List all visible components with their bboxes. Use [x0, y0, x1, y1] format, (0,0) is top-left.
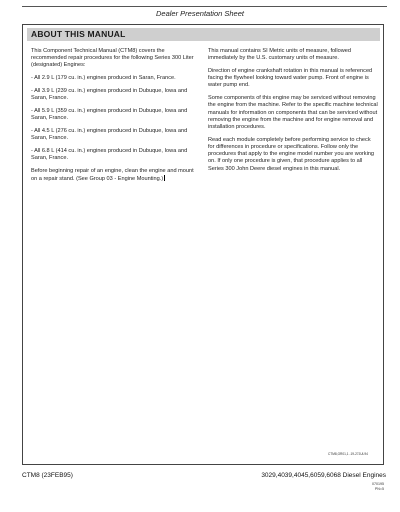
right-column: [208, 48, 378, 178]
footer-page-number: PN=5: [374, 486, 384, 491]
paragraph: Direction of engine crankshaft rotation in this manual is referenced facing the flywheel looking toward water pump. Front of engine is water pump end.: [208, 68, 373, 89]
paragraph: Some components of this engine may be serviced without removing the engine from the machine. Refer to the specific machine technical manuals for information on components that can be serviced without removing the engine from the machine and for engine removal and installation procedures.: [208, 95, 378, 131]
section-title: ABOUT THIS MANUAL: [31, 29, 126, 39]
left-column: [31, 48, 201, 189]
list-item: - All 6.8 L (414 cu. in.) engines produced in Dubuque, Iowa and Saran, France.: [31, 148, 188, 162]
text-cursor-icon: [164, 175, 165, 181]
document-code: CTM8,GR01,1 -19-27JUL94: [328, 452, 368, 456]
paragraph: Before beginning repair of an engine, clean the engine and mount on a repair stand. (See Group 03 - Engine Mounting.): [31, 168, 194, 183]
paragraph: Read each module completely before performing service to check for differences in procedure or specifications. Follow only the procedures that apply to the engine model number you are working on. If only one procedure is given, that procedure applies to all Series 300 John Deere diesel engines in this manual.: [208, 136, 375, 172]
header-rule: [22, 6, 387, 7]
list-item: - All 5.9 L (359 cu. in.) engines produced in Dubuque, Iowa and Saran, France.: [31, 108, 188, 122]
paragraph: This Component Technical Manual (CTM8) covers the recommended repair procedures for the following Series 300 Liter (designated) Engines:: [31, 48, 194, 69]
footer-engine-models: 3029,4039,4045,6059,6068 Diesel Engines: [261, 472, 386, 479]
page-header: Dealer Presentation Sheet: [156, 9, 244, 18]
list-item: - All 2.9 L (179 cu. in.) engines produced in Saran, France.: [31, 75, 176, 82]
footer-date-code: 070195: [372, 482, 384, 486]
list-item: - All 4.5 L (276 cu. in.) engines produced in Dubuque, Iowa and Saran, France.: [31, 128, 188, 142]
paragraph: This manual contains SI Metric units of measure, followed immediately by the U.S. customary units of measure.: [208, 48, 352, 62]
list-item: - All 3.9 L (239 cu. in.) engines produced in Dubuque, Iowa and Saran, France.: [31, 88, 188, 102]
footer-manual-id: CTM8 (23FEB95): [22, 472, 73, 479]
footer-page-info: [372, 482, 384, 491]
paragraph-with-cursor: [31, 168, 201, 183]
